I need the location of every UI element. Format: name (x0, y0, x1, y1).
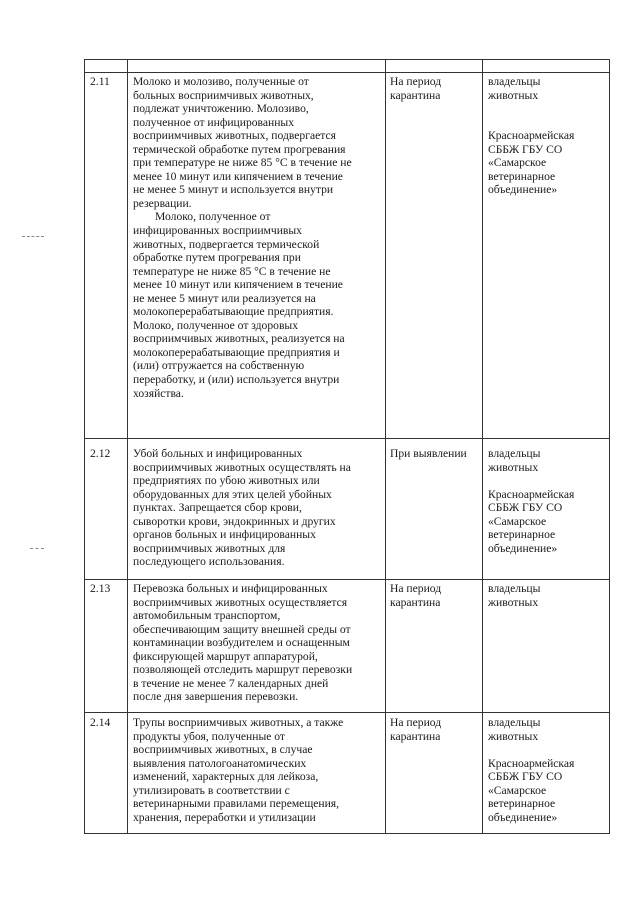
row-number: 2.13 (90, 582, 111, 595)
row-separator (84, 579, 610, 580)
text-line: не менее 5 минут и используется внутри (133, 183, 334, 197)
row-number: 2.12 (90, 447, 111, 460)
text-line: На период (390, 582, 442, 595)
text-line: предприятиях по убою животных или (133, 474, 320, 488)
text-line: обработке путем прогревания при (133, 251, 301, 265)
text-line: ветеринарное (488, 797, 556, 811)
column-divider (482, 59, 483, 833)
text-line: позволяющей отследить маршрут перевозки (133, 663, 353, 677)
row-description (133, 582, 352, 704)
text-line: СББЖ ГБУ СО (488, 501, 563, 515)
text-line: температуре не ниже 85 °С в течение не (133, 264, 331, 278)
table-header-border (84, 72, 610, 73)
text-line: объединение» (488, 810, 558, 824)
text-line: продукты убоя, полученные от (133, 729, 286, 743)
text-line: резервации. (133, 196, 192, 210)
text-line: восприимчивых животных, реализуется на (133, 332, 345, 346)
blank-line (488, 116, 574, 130)
text-line: объединение» (488, 541, 558, 555)
blank-line (488, 743, 574, 757)
text-line: не менее 5 минут или реализуется на (133, 291, 316, 305)
text-line: ветеринарное (488, 169, 556, 183)
text-line: термической обработке путем прогревания (133, 142, 346, 156)
row-description (133, 716, 343, 824)
text-line: животных (488, 595, 539, 609)
text-line: Красноармейская (488, 129, 575, 143)
text-line: Красноармейская (488, 487, 575, 501)
table-right-border (609, 59, 610, 833)
text-line: пунктах. Запрещается сбор крови, (133, 501, 302, 515)
text-line: ветеринарными правилами перемещения, (133, 797, 340, 811)
text-line: «Самарское (488, 514, 547, 528)
row-term (390, 75, 441, 102)
table-top-border (84, 59, 610, 60)
text-line: больных восприимчивых животных, (133, 88, 314, 102)
text-line: выявления патологоанатомических (133, 756, 307, 770)
text-line: Молоко и молозиво, полученные от (133, 75, 309, 88)
text-line: карантина (390, 88, 441, 102)
row-number: 2.14 (90, 716, 111, 729)
text-line: карантина (390, 595, 441, 609)
text-line: оборудованных для этих целей убойных (133, 487, 332, 501)
text-line: молокоперерабатывающие предприятия. (133, 305, 334, 319)
row-responsible (488, 582, 540, 609)
row-separator (84, 712, 610, 713)
text-line: хозяйства. (133, 386, 184, 400)
text-line: восприимчивых животных для (133, 541, 286, 555)
row-number: 2.11 (90, 75, 110, 88)
text-line: контаминации возбудителем и оснащенным (133, 636, 350, 650)
text-line: На период (390, 716, 442, 729)
text-line: карантина (390, 729, 441, 743)
text-line: владельцы (488, 716, 541, 729)
text-line: инфицированных восприимчивых (133, 224, 302, 238)
text-line: владельцы (488, 582, 541, 595)
text-line: утилизировать в соответствии с (133, 783, 290, 797)
text-line: «Самарское (488, 156, 547, 170)
text-line: (или) отгружается на собственную (133, 359, 305, 373)
row-description (133, 447, 351, 569)
row-description (133, 75, 352, 400)
text-line: полученное от инфицированных (133, 115, 294, 129)
text-line: Молоко, полученное от (155, 210, 271, 224)
text-line: восприимчивых животных, в случае (133, 743, 313, 757)
text-line: Красноармейская (488, 756, 575, 770)
text-line: животных (488, 460, 539, 474)
table-bottom-border (84, 833, 610, 834)
row-responsible (488, 75, 574, 197)
text-line: Убой больных и инфицированных (133, 447, 303, 460)
text-line: сыворотки крови, эндокринных и других (133, 514, 336, 528)
text-line: животных (488, 729, 539, 743)
text-line: менее 10 минут или кипячением в течение (133, 278, 343, 292)
text-line: молокоперерабатывающие предприятия и (133, 345, 340, 359)
text-line: СББЖ ГБУ СО (488, 142, 563, 156)
blank-line (488, 102, 574, 116)
text-line: изменений, характерных для лейкоза, (133, 770, 319, 784)
text-line: При выявлении (390, 447, 467, 460)
row-separator (84, 438, 610, 439)
text-line: подлежат уничтожению. Молозиво, (133, 102, 309, 116)
text-line: хранения, переработки и утилизации (133, 810, 316, 824)
text-line: менее 10 минут или кипячением в течение (133, 169, 343, 183)
text-line: Трупы восприимчивых животных, а также (133, 716, 344, 729)
text-line: объединение» (488, 183, 558, 197)
row-responsible (488, 716, 574, 824)
text-line: Молоко, полученное от здоровых (133, 318, 299, 332)
scan-artifact (30, 548, 44, 549)
text-line: «Самарское (488, 783, 547, 797)
text-line: восприимчивых животных осуществлять на (133, 460, 351, 474)
text-line: в течение не менее 7 календарных дней (133, 676, 329, 690)
text-line: владельцы (488, 447, 541, 460)
text-line: На период (390, 75, 442, 88)
text-line: СББЖ ГБУ СО (488, 770, 563, 784)
text-line: ветеринарное (488, 528, 556, 542)
text-line: автомобильным транспортом, (133, 609, 281, 623)
row-term (390, 447, 467, 461)
text-line: животных (488, 88, 539, 102)
row-term (390, 582, 441, 609)
table-left-border (84, 59, 85, 833)
text-line: органов больных и инфицированных (133, 528, 316, 542)
text-line: последующего использования. (133, 555, 285, 569)
text-line: восприимчивых животных осуществляется (133, 595, 348, 609)
column-divider (385, 59, 386, 833)
text-line: обеспечивающим защиту внешней среды от (133, 622, 351, 636)
text-line: переработку, и (или) используется внутри (133, 373, 340, 387)
row-term (390, 716, 441, 743)
text-line: владельцы (488, 75, 541, 88)
blank-line (488, 474, 574, 488)
text-line: при температуре не ниже 85 °С в течение не (133, 156, 352, 170)
text-line: после дня завершения перевозки. (133, 690, 299, 704)
column-divider (127, 59, 128, 833)
text-line: животных, подвергается термической (133, 237, 320, 251)
row-responsible (488, 447, 574, 555)
text-line: фиксирующей маршрут аппаратурой, (133, 649, 318, 663)
scan-artifact (22, 236, 44, 237)
text-line: Перевозка больных и инфицированных (133, 582, 328, 595)
text-line: восприимчивых животных, подвергается (133, 129, 336, 143)
